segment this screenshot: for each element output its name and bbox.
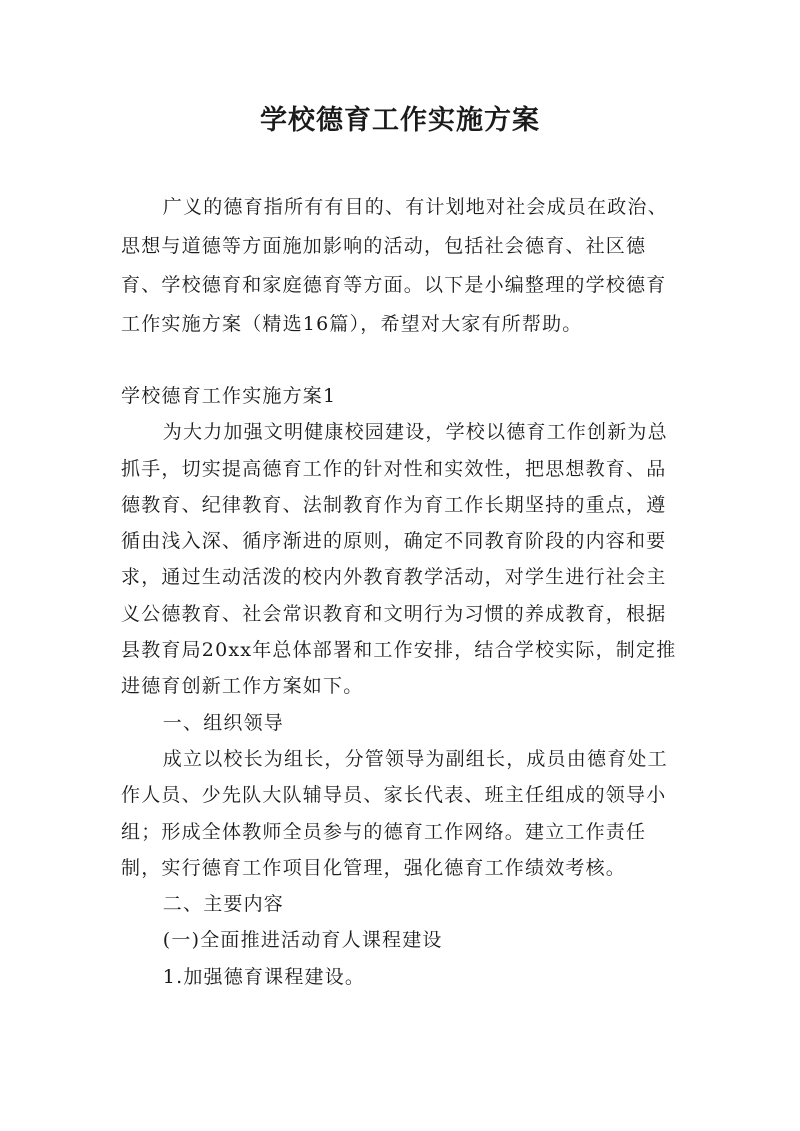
- paragraph-intro: 为大力加强文明健康校园建设，学校以德育工作创新为总抓手，切实提高德育工作的针对性和实效性，把思想教育、品德教育、纪律教育、法制教育作为育工作长期坚持的重点，遵循由浅入深、循序渐进的原则，确定不同教育阶段的内容和要求，通过生动活泼的校内外教育教学活动，对学生进行社会主义公德教育、社会常识教育和文明行为习惯的养成教育，根据县教育局20xx年总体部署和工作安排，结合学校实际，制定推进德育创新工作方案如下。: [121, 421, 677, 698]
- subheading-activity-courses: (一)全面推进活动育人课程建设: [162, 929, 443, 952]
- paragraph-organization: 成立以校长为组长，分管领导为副组长，成员由德育处工作人员、少先队大队辅导员、家长代表、班主任组成的领导小组；形成全体教师全员参与的德育工作网络。建立工作责任制，实行德育工作项目化管理，强化德育工作绩效考核。: [121, 747, 668, 879]
- section-1: [121, 378, 681, 995]
- document-title: 学校德育工作实施方案: [260, 105, 540, 136]
- intro-paragraph: 广义的德育指所有有目的、有计划地对社会成员在政治、思想与道德等方面施加影响的活动，包括社会德育、社区德育、学校德育和家庭德育等方面。以下是小编整理的学校德育工作实施方案（精选16篇），希望对大家有所帮助。: [121, 196, 668, 335]
- section-heading: 学校德育工作实施方案1: [121, 385, 337, 407]
- subheading-main-content: 二、主要内容: [162, 893, 284, 916]
- subheading-organization: 一、组织领导: [162, 711, 284, 734]
- list-item-1: 1.加强德育课程建设。: [162, 965, 366, 988]
